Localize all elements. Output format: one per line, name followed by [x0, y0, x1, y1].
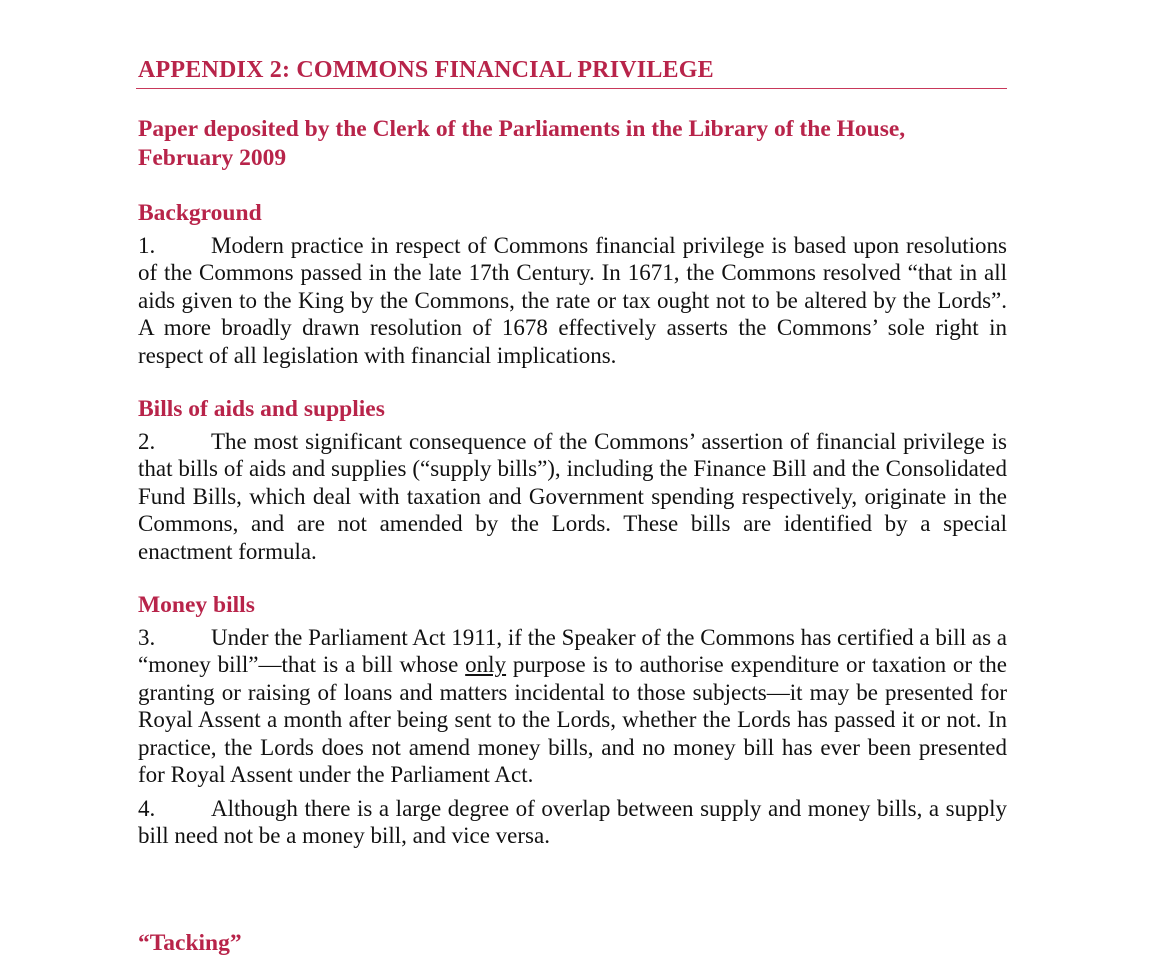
paragraph-2 [138, 428, 1007, 565]
section-heading-tacking: “Tacking” [138, 930, 242, 956]
paragraph-3 [138, 624, 1007, 788]
paragraph-number: 4. [138, 795, 156, 821]
paragraph-1 [138, 232, 1007, 369]
section-heading: Bills of aids and supplies [138, 396, 385, 423]
section-background [138, 198, 1007, 369]
paragraph-4 [138, 795, 1007, 850]
section-heading: Background [138, 200, 262, 226]
paragraph-text: Modern practice in respect of Commons financial privilege is based upon resolutions of the Commons passed in the late 17th Century. In 1671, the Commons resolved “that in all aids given to the King by the Commons, the rate or tax ought not to be altered by the Lords”. A more broadly drawn resolution of 1678 effectively asserts the Commons’ sole right in respect of all legislation with financial implications. [138, 233, 1007, 368]
document-subtitle [138, 115, 1007, 173]
paragraph-number: 1. [138, 233, 156, 258]
section-money-bills [138, 590, 1007, 849]
paragraph-text: The most significant consequence of the Commons’ assertion of financial privilege is that bills of aids and supplies (“supply bills”), including the Finance Bill and the Consolidated Fund Bills, which deal with taxation and Government spending respectively, originate in the Commons, and are not amended by the Lords. These bills are identified by a special enactment formula. [138, 429, 1007, 564]
appendix-title: APPENDIX 2: COMMONS FINANCIAL PRIVILEGE [136, 55, 1007, 89]
subtitle-line-2: February 2009 [138, 145, 287, 171]
document-page [138, 55, 1007, 855]
section-heading: Money bills [138, 592, 255, 619]
paragraph-text-before: Under the Parliament Act 1911, if the Speaker of the Commons has certified a bill as a “money bill”—that is a bill whose [138, 625, 1007, 678]
paragraph-text: Although there is a large degree of overlap between supply and money bills, a supply bill need not be a money bill, and vice versa. [138, 795, 1007, 848]
underlined-word: only [465, 652, 507, 678]
paragraph-number: 2. [138, 429, 156, 455]
subtitle-line-1: Paper deposited by the Clerk of the Parliaments in the Library of the House, [138, 116, 906, 142]
section-bills-of-aids [138, 394, 1007, 565]
paragraph-text-after: purpose is to authorise expenditure or taxation or the granting or raising of loans and matters incidental to those subjects—it may be presented for Royal Assent a month after being sent to the Lords, whether the Lords has passed it or not. In practice, the Lords does not amend money bills, and no money bill has ever been presented for Royal Assent under the Parliament Act. [138, 652, 1007, 788]
paragraph-number: 3. [138, 625, 156, 651]
